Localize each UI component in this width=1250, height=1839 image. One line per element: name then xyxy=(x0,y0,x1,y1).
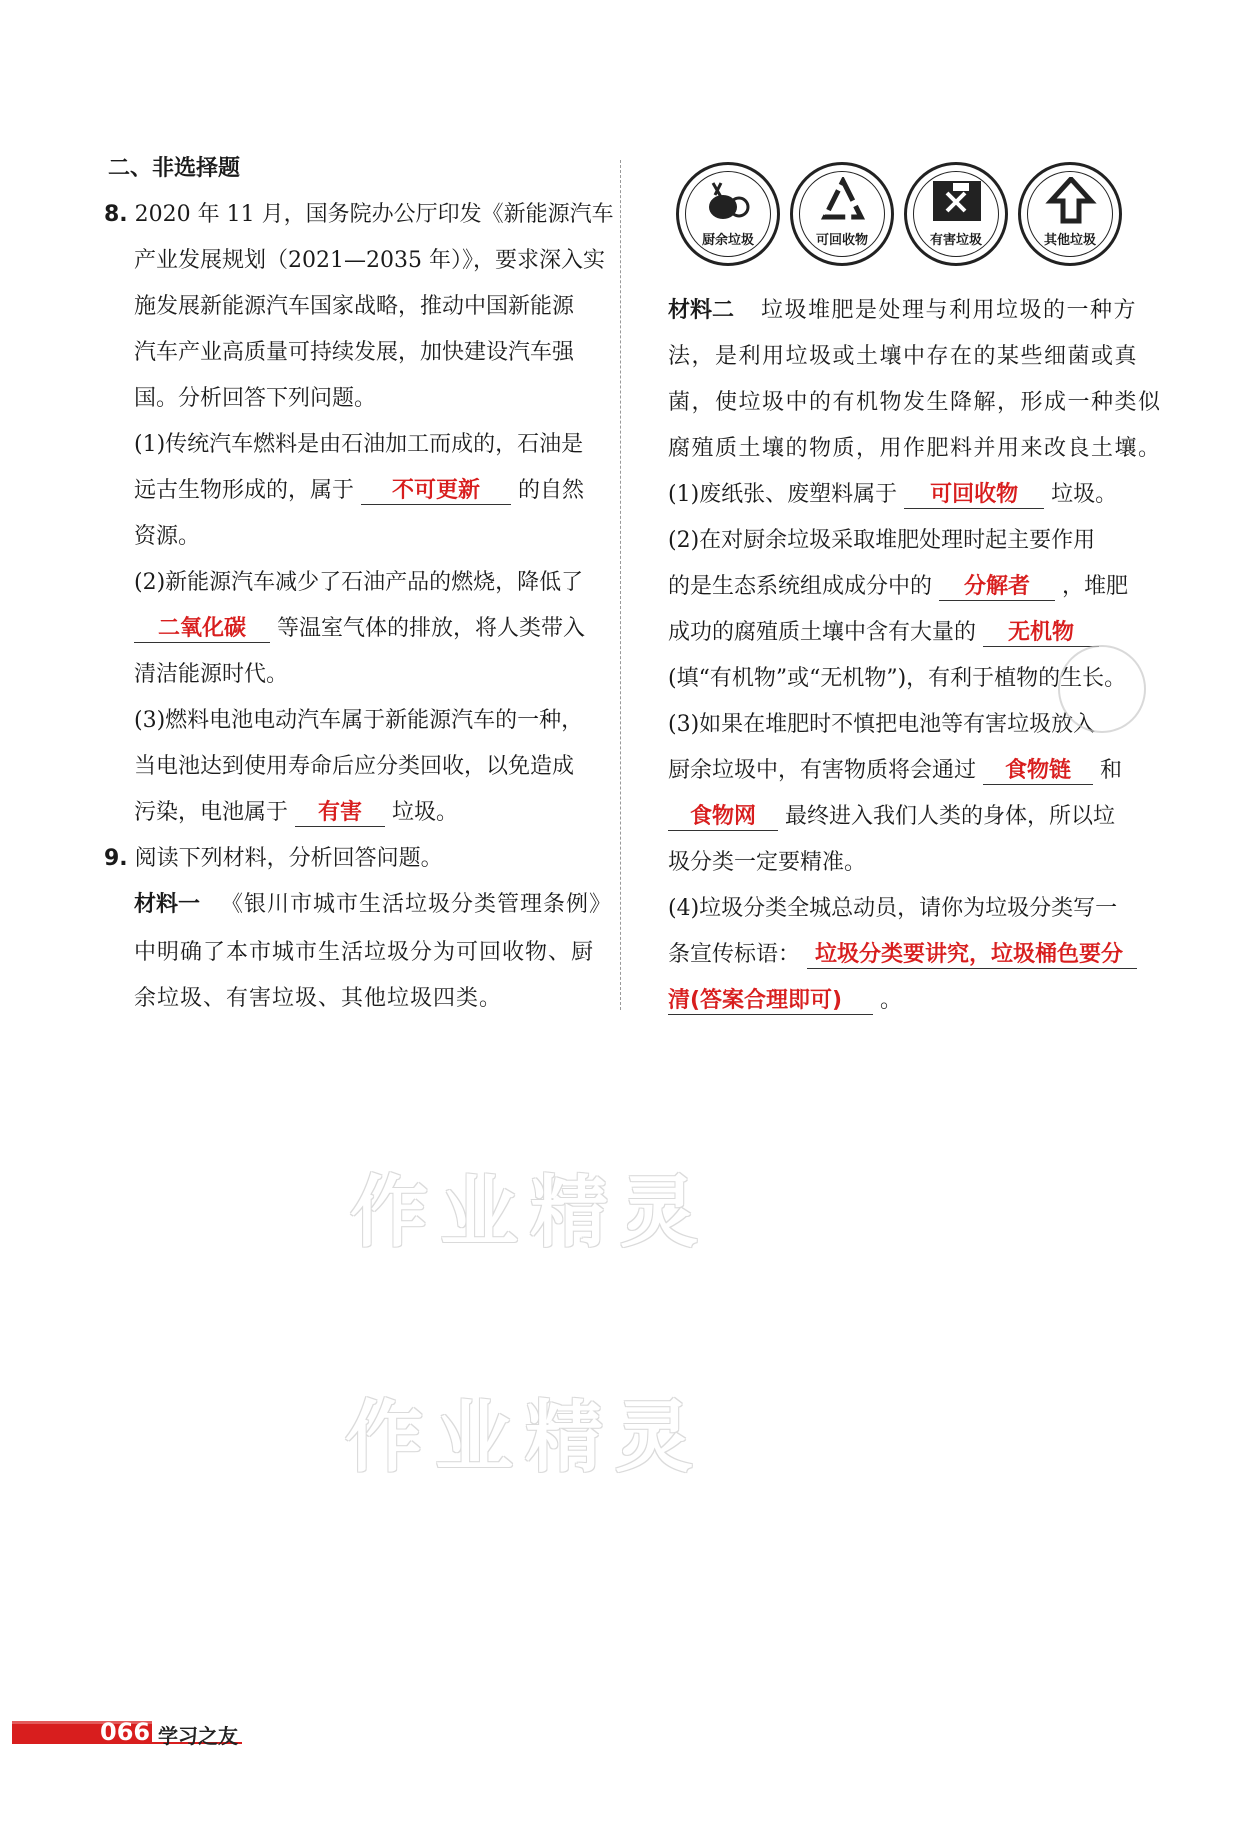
watermark-1: 作业精灵 xyxy=(350,1168,711,1258)
q8-p3-post: 垃圾。 xyxy=(392,800,459,825)
material1-text-0: 《银川市城市生活垃圾分类管理条例》 xyxy=(221,892,613,917)
material1-line1 xyxy=(134,890,612,920)
material1-text-2: 余垃圾、有害垃圾、其他垃圾四类。 xyxy=(134,986,503,1011)
q8-p2-line2 xyxy=(134,614,585,644)
s2-line4: (填“有机物”或“无机物”)，有利于植物的生长。 xyxy=(668,666,1127,691)
s3-line2 xyxy=(668,756,1122,786)
answer-recyclable: 可回收物 xyxy=(904,482,1044,509)
s3-post: 最终进入我们人类的身体，所以垃 xyxy=(785,804,1116,829)
food-waste-icon xyxy=(676,162,780,266)
s2-line2 xyxy=(668,572,1128,602)
answer-hazardous: 有害 xyxy=(295,800,385,827)
q9-intro: 阅读下列材料，分析回答问题。 xyxy=(134,846,443,871)
s3-line1: (3)如果在堆肥时不慎把电池等有害垃圾放入 xyxy=(668,712,1096,737)
s4-pre: 条宣传标语： xyxy=(668,942,801,967)
q8-text-3: 汽车产业高质量可持续发展，加快建设汽车强 xyxy=(134,340,575,365)
icon-label-hazardous: 有害垃圾 xyxy=(929,233,982,248)
s1-post: 垃圾。 xyxy=(1051,482,1118,507)
s3-line4: 圾分类一定要精准。 xyxy=(668,850,867,875)
s4-line3 xyxy=(668,986,902,1016)
q8-text-0: 2020 年 11 月，国务院办公厅印发《新能源汽车 xyxy=(134,202,614,227)
q8-text-1: 产业发展规划（2021—2035 年）》，要求深入实 xyxy=(134,248,605,273)
s1-pre: (1)废纸张、废塑料属于 xyxy=(668,482,898,507)
icon-label-food: 厨余垃圾 xyxy=(701,233,754,248)
s2-post: ，堆肥 xyxy=(1062,574,1129,599)
q8-p1-line2 xyxy=(134,476,584,506)
q8-p1-line3: 资源。 xyxy=(134,524,201,549)
answer-nonrenewable: 不可更新 xyxy=(361,478,511,505)
answer-food-web: 食物网 xyxy=(668,804,778,831)
hazardous-icon xyxy=(904,162,1008,266)
s3-pre: 厨余垃圾中，有害物质将会通过 xyxy=(668,758,977,783)
q9-number: 9. xyxy=(104,846,128,871)
material2-text-0: 垃圾堆肥是处理与利用垃圾的一种方 xyxy=(761,298,1138,323)
waste-icons-row xyxy=(676,162,1136,272)
q8-p3-line2: 当电池达到使用寿命后应分类回收，以免造成 xyxy=(134,754,575,779)
answer-decomposer: 分解者 xyxy=(939,574,1055,601)
q8-first-line xyxy=(104,200,614,230)
watermark-2: 作业精灵 xyxy=(345,1393,706,1483)
other-waste-icon xyxy=(1018,162,1122,266)
q8-p3-pre: 污染，电池属于 xyxy=(134,800,289,825)
q8-text-2: 施发展新能源汽车国家战略，推动中国新能源 xyxy=(134,294,575,319)
s3-and: 和 xyxy=(1100,758,1123,783)
q8-p1-pre: 远古生物形成的，属于 xyxy=(134,478,355,503)
q8-p2-line3: 清洁能源时代。 xyxy=(134,662,289,687)
s4-line1: (4)垃圾分类全城总动员，请你为垃圾分类写一 xyxy=(668,896,1118,921)
q8-p2-line1: (2)新能源汽车减少了石油产品的燃烧，降低了 xyxy=(134,570,584,595)
s2-line1: (2)在对厨余垃圾采取堆肥处理时起主要作用 xyxy=(668,528,1096,553)
material2-text-1: 法，是利用垃圾或土壤中存在的某些细菌或真 xyxy=(668,344,1139,369)
q9-intro-line xyxy=(104,844,443,874)
s4-line2 xyxy=(668,940,1137,970)
answer-co2: 二氧化碳 xyxy=(134,616,270,643)
s2-line3 xyxy=(668,618,1099,648)
material2-text-2: 菌，使垃圾中的有机物发生降解，形成一种类似 xyxy=(668,390,1162,415)
icon-label-other: 其他垃圾 xyxy=(1043,233,1096,248)
answer-inorganic: 无机物 xyxy=(983,620,1099,647)
s2-line3-pre: 成功的腐殖质土壤中含有大量的 xyxy=(668,620,977,645)
q8-text-4: 国。分析回答下列问题。 xyxy=(134,386,377,411)
q8-p3-line3 xyxy=(134,798,458,828)
column-divider xyxy=(620,160,621,1010)
s1-line xyxy=(668,480,1117,510)
q8-p1-line1: (1)传统汽车燃料是由石油加工而成的，石油是 xyxy=(134,432,584,457)
s3-line3 xyxy=(668,802,1115,832)
s4-end: 。 xyxy=(880,988,903,1013)
material2-line1 xyxy=(668,296,1137,326)
brand-name: 学习之友 xyxy=(158,1724,238,1748)
answer-slogan-1: 垃圾分类要讲究，垃圾桶色要分 xyxy=(807,942,1137,969)
answer-slogan-2: 清(答案合理即可) xyxy=(668,988,873,1015)
material2-text-3: 腐殖质土壤的物质，用作肥料并用来改良土壤。 xyxy=(668,436,1162,461)
q8-p2-post: 等温室气体的排放，将人类带入 xyxy=(277,616,586,641)
s2-pre: 的是生态系统组成成分中的 xyxy=(668,574,933,599)
q8-p3-line1: (3)燃料电池电动汽车属于新能源汽车的一种， xyxy=(134,708,584,733)
material1-label: 材料一 xyxy=(134,892,201,917)
section-title: 二、非选择题 xyxy=(108,156,241,181)
material2-label: 材料二 xyxy=(668,298,735,323)
answer-food-chain: 食物链 xyxy=(983,758,1093,785)
recycle-icon xyxy=(790,162,894,266)
icon-label-recycle: 可回收物 xyxy=(815,233,868,248)
material1-text-1: 中明确了本市城市生活垃圾分为可回收物、厨 xyxy=(134,940,595,965)
faint-stamp-logo xyxy=(1058,645,1146,733)
q8-number: 8. xyxy=(104,202,128,227)
footer xyxy=(12,1718,242,1748)
page-number: 066 xyxy=(100,1718,151,1746)
q8-p1-post: 的自然 xyxy=(518,478,585,503)
